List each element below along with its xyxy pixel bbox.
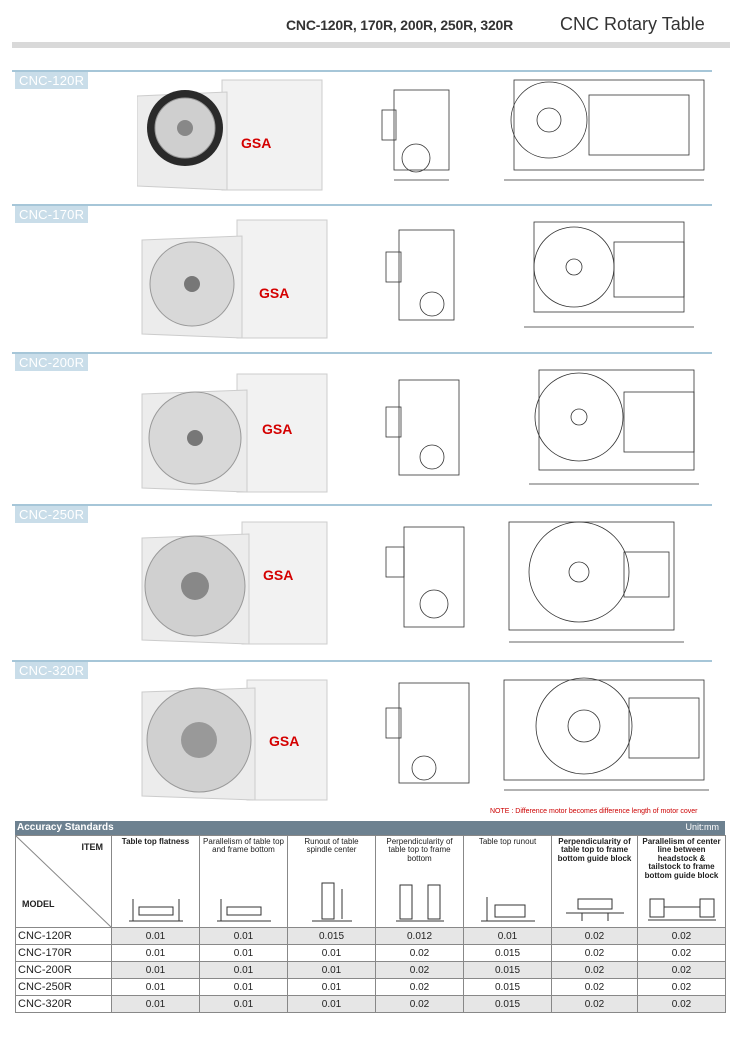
model-label: MODEL bbox=[22, 899, 55, 909]
center-line-parallelism-icon bbox=[644, 893, 720, 923]
section-label: CNC-170R bbox=[15, 206, 88, 223]
value-cell: 0.02 bbox=[638, 996, 726, 1013]
value-cell: 0.01 bbox=[288, 996, 376, 1013]
table-runout-icon bbox=[473, 893, 543, 923]
accuracy-standards bbox=[15, 821, 725, 1013]
perpendicularity-icon bbox=[390, 879, 450, 923]
accuracy-title: Accuracy Standards bbox=[17, 822, 114, 833]
column-header: Table top runout bbox=[464, 836, 552, 928]
section-cnc-170r bbox=[12, 202, 712, 350]
column-header: Runout of table spindle center bbox=[288, 836, 376, 928]
brand-logo: GSA bbox=[259, 285, 290, 301]
model-cell: CNC-170R bbox=[16, 945, 112, 962]
flatness-icon bbox=[121, 893, 191, 923]
accuracy-header-row bbox=[16, 836, 726, 928]
value-cell: 0.01 bbox=[288, 979, 376, 996]
product-photo bbox=[137, 520, 337, 650]
value-cell: 0.015 bbox=[464, 979, 552, 996]
item-model-corner bbox=[16, 836, 112, 928]
item-label: ITEM bbox=[81, 842, 103, 852]
section-rule bbox=[12, 660, 712, 662]
value-cell: 0.01 bbox=[112, 962, 200, 979]
table-row bbox=[16, 928, 726, 945]
section-cnc-120r bbox=[12, 68, 712, 204]
value-cell: 0.01 bbox=[200, 945, 288, 962]
dimension-drawing bbox=[374, 212, 714, 344]
motor-note: NOTE : Difference motor becomes difference length of motor cover bbox=[490, 808, 698, 815]
section-rule bbox=[12, 504, 712, 506]
value-cell: 0.02 bbox=[638, 928, 726, 945]
value-cell: 0.015 bbox=[464, 962, 552, 979]
model-cell: CNC-250R bbox=[16, 979, 112, 996]
runout-spindle-icon bbox=[302, 879, 362, 923]
brand-logo: GSA bbox=[262, 421, 293, 437]
value-cell: 0.015 bbox=[288, 928, 376, 945]
section-label: CNC-120R bbox=[15, 72, 88, 89]
product-photo bbox=[137, 372, 337, 497]
value-cell: 0.02 bbox=[376, 996, 464, 1013]
value-cell: 0.02 bbox=[638, 962, 726, 979]
value-cell: 0.01 bbox=[200, 962, 288, 979]
header-models: CNC-120R, 170R, 200R, 250R, 320R bbox=[286, 17, 514, 33]
page-header bbox=[0, 0, 736, 48]
brand-logo: GSA bbox=[241, 135, 272, 151]
header-title: CNC Rotary Table bbox=[560, 14, 705, 34]
value-cell: 0.02 bbox=[552, 979, 638, 996]
column-header: Table top flatness bbox=[112, 836, 200, 928]
accuracy-table bbox=[15, 835, 726, 1013]
section-label: CNC-320R bbox=[15, 662, 88, 679]
table-row bbox=[16, 996, 726, 1013]
product-photo bbox=[137, 78, 337, 193]
accuracy-header bbox=[15, 821, 725, 835]
value-cell: 0.015 bbox=[464, 945, 552, 962]
accuracy-unit: Unit:mm bbox=[685, 822, 719, 832]
guide-block-perpendicularity-icon bbox=[560, 893, 630, 923]
dimension-drawing bbox=[374, 668, 714, 803]
section-rule bbox=[12, 352, 712, 354]
table-row bbox=[16, 979, 726, 996]
value-cell: 0.02 bbox=[376, 979, 464, 996]
model-cell: CNC-200R bbox=[16, 962, 112, 979]
value-cell: 0.01 bbox=[464, 928, 552, 945]
value-cell: 0.01 bbox=[112, 996, 200, 1013]
value-cell: 0.01 bbox=[200, 979, 288, 996]
value-cell: 0.01 bbox=[112, 979, 200, 996]
value-cell: 0.02 bbox=[552, 962, 638, 979]
value-cell: 0.01 bbox=[112, 945, 200, 962]
header-bar bbox=[12, 42, 730, 48]
column-header: Parallelism of table top and frame bottom bbox=[200, 836, 288, 928]
section-cnc-250r bbox=[12, 502, 712, 658]
value-cell: 0.01 bbox=[288, 962, 376, 979]
parallelism-icon bbox=[209, 893, 279, 923]
value-cell: 0.012 bbox=[376, 928, 464, 945]
value-cell: 0.02 bbox=[552, 945, 638, 962]
column-header: Parallelism of center line between headstock & tailstock to frame bottom guide block bbox=[638, 836, 726, 928]
dimension-drawing bbox=[374, 70, 714, 200]
table-row bbox=[16, 945, 726, 962]
table-row bbox=[16, 962, 726, 979]
section-label: CNC-250R bbox=[15, 506, 88, 523]
value-cell: 0.02 bbox=[376, 945, 464, 962]
dimension-drawing bbox=[374, 512, 714, 652]
brand-logo: GSA bbox=[269, 733, 300, 749]
product-photo bbox=[137, 218, 337, 343]
value-cell: 0.01 bbox=[288, 945, 376, 962]
model-cell: CNC-320R bbox=[16, 996, 112, 1013]
value-cell: 0.01 bbox=[200, 996, 288, 1013]
value-cell: 0.02 bbox=[552, 996, 638, 1013]
model-cell: CNC-120R bbox=[16, 928, 112, 945]
column-header: Perpendicularity of table top to frame bottom bbox=[376, 836, 464, 928]
value-cell: 0.01 bbox=[200, 928, 288, 945]
value-cell: 0.015 bbox=[464, 996, 552, 1013]
product-photo bbox=[137, 678, 337, 806]
section-cnc-320r bbox=[12, 658, 712, 808]
section-rule bbox=[12, 204, 712, 206]
value-cell: 0.01 bbox=[112, 928, 200, 945]
value-cell: 0.02 bbox=[638, 979, 726, 996]
value-cell: 0.02 bbox=[552, 928, 638, 945]
dimension-drawing bbox=[374, 362, 714, 497]
section-cnc-200r bbox=[12, 350, 712, 502]
value-cell: 0.02 bbox=[638, 945, 726, 962]
section-label: CNC-200R bbox=[15, 354, 88, 371]
column-header: Perpendicularity of table top to frame bottom guide block bbox=[552, 836, 638, 928]
value-cell: 0.02 bbox=[376, 962, 464, 979]
brand-logo: GSA bbox=[263, 567, 294, 583]
